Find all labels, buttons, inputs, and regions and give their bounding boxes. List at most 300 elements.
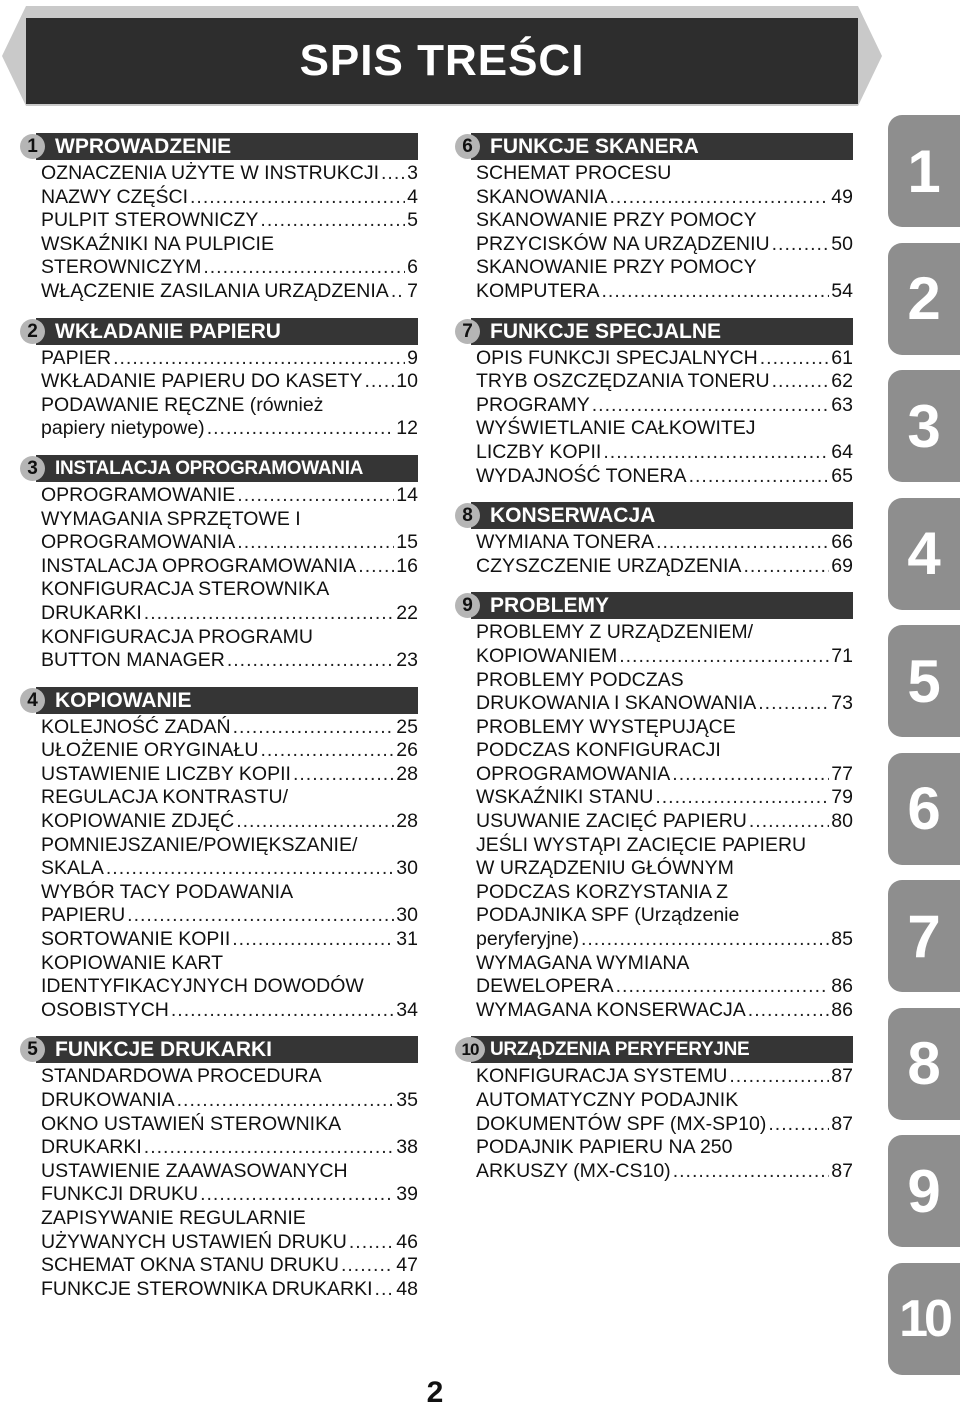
- section-entries: [476, 347, 853, 489]
- section-header: [20, 1036, 418, 1063]
- toc-section-1: [20, 133, 418, 304]
- toc-entry-text: OPROGRAMOWANIE: [41, 483, 236, 506]
- toc-entry-page: 28: [396, 810, 418, 833]
- section-number-badge: 4: [20, 688, 45, 713]
- toc-entry-page: 35: [396, 1089, 418, 1111]
- dot-leader: [127, 904, 394, 928]
- toc-entry-text: FUNKCJI DRUKU: [41, 1183, 199, 1206]
- toc-entry-page: 30: [396, 857, 418, 880]
- chapter-tab-2[interactable]: 2: [888, 243, 960, 355]
- toc-entry-text: WSKAŹNIKI STANU: [476, 786, 654, 809]
- section-entries: [41, 484, 418, 673]
- toc-entry[interactable]: [41, 602, 418, 626]
- toc-entry[interactable]: [476, 952, 853, 976]
- toc-entry-text: KOLEJNOŚĆ ZADAŃ: [41, 715, 231, 738]
- toc-entry[interactable]: [41, 881, 418, 905]
- toc-entry[interactable]: [476, 904, 853, 928]
- toc-entry-page: 22: [396, 601, 418, 624]
- section-title: FUNKCJE SPECJALNE: [490, 319, 722, 343]
- toc-entry-text: DOKUMENTÓW SPF (MX-SP10): [476, 1112, 767, 1135]
- toc-entry[interactable]: [41, 1136, 418, 1160]
- toc-entry-page: 5: [407, 209, 418, 232]
- toc-entry[interactable]: [41, 209, 418, 233]
- toc-entry-page: 61: [831, 346, 853, 369]
- dot-leader: [237, 531, 394, 555]
- dot-leader: [232, 928, 394, 952]
- dot-leader: [689, 465, 830, 489]
- chapter-tab-3[interactable]: 3: [888, 370, 960, 482]
- toc-entry-text: AUTOMATYCZNY PODAJNIK: [476, 1089, 739, 1111]
- toc-section-9: [455, 592, 853, 1022]
- toc-entry-text: USTAWIENIE ZAAWASOWANYCH: [41, 1159, 348, 1182]
- toc-entry-text: LICZBY KOPII: [476, 440, 602, 463]
- section-header: [455, 133, 853, 160]
- section-header: [455, 318, 853, 345]
- toc-entry[interactable]: [41, 233, 418, 257]
- section-header: [20, 318, 418, 345]
- toc-entry-text: peryferyjne): [476, 928, 579, 951]
- toc-entry-text: DRUKOWANIA: [41, 1089, 175, 1111]
- section-number-badge: 7: [455, 319, 480, 344]
- toc-entry-page: 7: [407, 279, 418, 302]
- dot-leader: [391, 280, 405, 304]
- section-entries: [476, 531, 853, 578]
- toc-entry-text: WYMAGANIA SPRZĘTOWE I: [41, 507, 301, 530]
- dot-leader: [203, 256, 405, 280]
- dot-leader: [672, 763, 829, 787]
- toc-entry-page: 48: [396, 1277, 418, 1300]
- dot-leader: [171, 999, 394, 1023]
- section-number-badge: 9: [455, 593, 480, 618]
- toc-entry[interactable]: [41, 834, 418, 858]
- dot-leader: [106, 857, 394, 881]
- toc-entry-text: USTAWIENIE LICZBY KOPII: [41, 762, 291, 785]
- toc-entry-page: 6: [407, 256, 418, 279]
- toc-entry-text: W URZĄDZENIU GŁÓWNYM: [476, 857, 734, 880]
- toc-entry[interactable]: [41, 347, 418, 371]
- dot-leader: [609, 186, 829, 210]
- toc-entry-text: OZNACZENIA UŻYTE W INSTRUKCJI: [41, 162, 380, 184]
- toc-entry[interactable]: [41, 716, 418, 740]
- section-entries: [476, 162, 853, 304]
- toc-entry[interactable]: [476, 975, 853, 999]
- toc-entry-page: 16: [396, 554, 418, 577]
- toc-entry-page: 66: [831, 531, 853, 554]
- toc-entry-text: PODCZAS KONFIGURACJI: [476, 739, 721, 762]
- section-header: [20, 455, 418, 482]
- chapter-tab-4[interactable]: 4: [888, 498, 960, 610]
- toc-entry-text: OPROGRAMOWANIA: [476, 762, 671, 785]
- toc-entry[interactable]: [41, 786, 418, 810]
- toc-entry[interactable]: [476, 1089, 853, 1113]
- toc-entry[interactable]: [476, 739, 853, 763]
- toc-entry[interactable]: [41, 1278, 418, 1302]
- toc-entry-page: 46: [396, 1230, 418, 1253]
- toc-entry[interactable]: [476, 370, 853, 394]
- chapter-tab-6[interactable]: 6: [888, 753, 960, 865]
- toc-entry[interactable]: [476, 834, 853, 858]
- toc-entry-text: ZAPISYWANIE REGULARNIE: [41, 1206, 306, 1229]
- toc-entry-text: OKNO USTAWIEŃ STEROWNIKA: [41, 1112, 342, 1135]
- toc-entry-text: PULPIT STEROWNICZY: [41, 209, 259, 232]
- toc-entry-text: papiery nietypowe): [41, 417, 205, 440]
- toc-entry[interactable]: [41, 904, 418, 928]
- toc-entry[interactable]: [41, 1089, 418, 1113]
- toc-entry-text: PAPIER: [41, 346, 112, 369]
- dot-leader: [237, 484, 394, 508]
- dot-leader: [592, 394, 830, 418]
- dot-leader: [358, 555, 394, 579]
- toc-entry-page: 12: [396, 417, 418, 440]
- toc-entry-text: WYBÓR TACY PODAWANIA: [41, 880, 294, 903]
- section-title: WPROWADZENIE: [55, 135, 232, 158]
- toc-entry[interactable]: [41, 256, 418, 280]
- toc-entry-text: WKŁADANIE PAPIERU DO KASETY: [41, 370, 363, 393]
- toc-entry[interactable]: [476, 669, 853, 693]
- toc-entry-text: PAPIERU: [41, 904, 126, 927]
- toc-entry[interactable]: [476, 810, 853, 834]
- toc-entry-page: 87: [831, 1112, 853, 1135]
- toc-section-5: [20, 1036, 418, 1301]
- dot-leader: [190, 186, 405, 210]
- toc-entry[interactable]: [41, 1065, 418, 1089]
- toc-entry[interactable]: [41, 394, 418, 418]
- toc-entry[interactable]: [41, 739, 418, 763]
- toc-entry-page: 3: [407, 162, 418, 184]
- toc-entry-page: 39: [396, 1183, 418, 1206]
- toc-entry-text: PODCZAS KORZYSTANIA Z: [476, 880, 729, 903]
- toc-entry[interactable]: [476, 786, 853, 810]
- toc-entry-text: KOMPUTERA: [476, 279, 600, 302]
- toc-entry[interactable]: [476, 1113, 853, 1137]
- toc-entry-text: PROBLEMY WYSTĘPUJĄCE: [476, 715, 736, 738]
- section-title: URZĄDZENIA PERYFERYJNE: [490, 1039, 750, 1061]
- toc-section-2: [20, 318, 418, 441]
- toc-entry[interactable]: [41, 975, 418, 999]
- dot-leader: [772, 233, 830, 257]
- toc-entry-page: 80: [831, 810, 853, 833]
- dot-leader: [144, 1136, 395, 1160]
- toc-entry-text: SKANOWANIE PRZY POMOCY: [476, 209, 757, 232]
- toc-entry[interactable]: [41, 649, 418, 673]
- toc-entry[interactable]: [41, 857, 418, 881]
- section-entries: [476, 621, 853, 1022]
- toc-entry[interactable]: [41, 370, 418, 394]
- toc-entry-text: STEROWNICZYM: [41, 256, 202, 279]
- dot-leader: [619, 645, 829, 669]
- toc-entry[interactable]: [41, 999, 418, 1023]
- toc-entry[interactable]: [476, 280, 853, 304]
- toc-entry-text: WYDAJNOŚĆ TONERA: [476, 464, 687, 487]
- toc-entry[interactable]: [476, 1136, 853, 1160]
- dot-leader: [656, 531, 829, 555]
- dot-leader: [655, 786, 829, 810]
- dot-leader: [729, 1065, 829, 1089]
- toc-entry-text: ARKUSZY (MX-CS10): [476, 1159, 671, 1182]
- toc-entry-text: CZYSZCZENIE URZĄDZENIA: [476, 554, 742, 577]
- toc-entry-text: SKANOWANIA: [476, 185, 608, 208]
- toc-entry[interactable]: [476, 999, 853, 1023]
- dot-leader: [200, 1183, 394, 1207]
- toc-entry[interactable]: [476, 692, 853, 716]
- dot-leader: [233, 716, 395, 740]
- toc-entry-text: WYMAGANA WYMIANA: [476, 951, 690, 974]
- toc-entry-text: UŻYWANYCH USTAWIEŃ DRUKU: [41, 1230, 347, 1253]
- section-title: PROBLEMY: [490, 594, 610, 618]
- dot-leader: [603, 441, 829, 465]
- toc-entry-page: 4: [407, 185, 418, 208]
- toc-entry-text: OSOBISTYCH: [41, 998, 169, 1021]
- toc-section-7: [455, 318, 853, 489]
- toc-entry[interactable]: [41, 810, 418, 834]
- toc-entry-page: 31: [396, 928, 418, 951]
- toc-entry[interactable]: [41, 1183, 418, 1207]
- toc-entry[interactable]: [41, 1254, 418, 1278]
- section-number-badge: 3: [20, 456, 45, 481]
- toc-entry[interactable]: [476, 531, 853, 555]
- toc-entry-text: REGULACJA KONTRASTU/: [41, 786, 289, 809]
- toc-entry[interactable]: [41, 952, 418, 976]
- section-entries: [41, 162, 418, 304]
- toc-entry-text: WYŚWIETLANIE CAŁKOWITEJ: [476, 417, 756, 440]
- toc-section-4: [20, 687, 418, 1023]
- toc-entry[interactable]: [476, 347, 853, 371]
- section-title: FUNKCJE DRUKARKI: [55, 1038, 273, 1062]
- dot-leader: [748, 999, 830, 1023]
- toc-entry[interactable]: [476, 186, 853, 210]
- dot-leader: [375, 1278, 395, 1302]
- chapter-tab-10[interactable]: 10: [888, 1263, 960, 1375]
- toc-entry[interactable]: [476, 716, 853, 740]
- chapter-tab-1[interactable]: 1: [888, 115, 960, 227]
- dot-leader: [293, 763, 394, 787]
- toc-entry[interactable]: [476, 209, 853, 233]
- left-column: [20, 133, 418, 1315]
- section-entries: [41, 716, 418, 1023]
- toc-entry-page: 63: [831, 393, 853, 416]
- toc-entry[interactable]: [476, 465, 853, 489]
- toc-entry-text: PODAJNIK PAPIERU NA 250: [476, 1136, 733, 1159]
- page-number: 2: [426, 1376, 444, 1409]
- toc-entry-text: KONFIGURACJA PROGRAMU: [41, 625, 313, 648]
- toc-entry-page: 64: [831, 440, 853, 463]
- toc-entry-text: IDENTYFIKACYJNYCH DOWODÓW: [41, 975, 364, 998]
- dot-leader: [207, 417, 395, 441]
- toc-entry-page: 23: [396, 649, 418, 672]
- toc-entry-text: KONFIGURACJA STEROWNIKA: [41, 578, 330, 601]
- toc-entry[interactable]: [476, 1160, 853, 1184]
- toc-entry-page: 26: [396, 739, 418, 762]
- toc-entry[interactable]: [41, 555, 418, 579]
- dot-leader: [772, 370, 830, 394]
- dot-leader: [760, 347, 830, 371]
- toc-entry[interactable]: [476, 162, 853, 186]
- section-title: FUNKCJE SKANERA: [490, 135, 699, 158]
- toc-entry-page: 65: [831, 464, 853, 487]
- dot-leader: [758, 692, 829, 716]
- toc-entry[interactable]: [41, 417, 418, 441]
- toc-entry-text: WSKAŹNIKI NA PULPICIE: [41, 232, 274, 255]
- toc-section-6: [455, 133, 853, 304]
- toc-entry-page: 86: [831, 975, 853, 998]
- toc-section-10: [455, 1036, 853, 1183]
- toc-entry-page: 34: [396, 998, 418, 1021]
- toc-entry-text: DRUKARKI: [41, 1136, 142, 1159]
- toc-entry-text: POMNIEJSZANIE/POWIĘKSZANIE/: [41, 833, 358, 856]
- dot-leader: [227, 649, 394, 673]
- section-title: KONSERWACJA: [490, 504, 656, 528]
- toc-entry-page: 79: [831, 786, 853, 809]
- toc-entry[interactable]: [41, 578, 418, 602]
- toc-entry-text: KONFIGURACJA SYSTEMU: [476, 1065, 728, 1088]
- toc-entry-page: 86: [831, 998, 853, 1021]
- toc-entry-text: WYMIANA TONERA: [476, 531, 655, 554]
- toc-section-3: [20, 455, 418, 673]
- toc-entry-text: FUNKCJE STEROWNIKA DRUKARKI: [41, 1277, 373, 1300]
- section-number-badge: 8: [455, 503, 480, 528]
- section-header: [20, 133, 418, 160]
- toc-entry[interactable]: [41, 162, 418, 186]
- toc-entry[interactable]: [41, 928, 418, 952]
- toc-entry-text: PROGRAMY: [476, 393, 590, 416]
- section-entries: [476, 1065, 853, 1183]
- toc-entry[interactable]: [476, 1065, 853, 1089]
- toc-entry-page: 10: [396, 370, 418, 393]
- toc-entry-page: 50: [831, 232, 853, 255]
- toc-entry-text: USUWANIE ZACIĘĆ PAPIERU: [476, 810, 747, 833]
- page-title: SPIS TREŚCI: [299, 36, 585, 85]
- section-number-badge: 2: [20, 319, 45, 344]
- dot-leader: [768, 1113, 829, 1137]
- section-header: [20, 687, 418, 714]
- toc-entry[interactable]: [41, 626, 418, 650]
- toc-entry-page: 49: [831, 185, 853, 208]
- dot-leader: [364, 370, 394, 394]
- section-header: [455, 592, 853, 619]
- toc-entry-page: 9: [407, 346, 418, 369]
- toc-entry[interactable]: [476, 857, 853, 881]
- toc-entry-text: DRUKARKI: [41, 601, 142, 624]
- toc-entry-text: UŁOŻENIE ORYGINAŁU: [41, 739, 259, 762]
- toc-entry-page: 71: [831, 644, 853, 667]
- dot-leader: [743, 555, 829, 579]
- toc-entry[interactable]: [41, 1160, 418, 1184]
- toc-entry-text: PROBLEMY Z URZĄDZENIEM/: [476, 621, 754, 644]
- toc-entry-text: NAZWY CZĘŚCI: [41, 185, 188, 208]
- toc-entry[interactable]: [41, 763, 418, 787]
- chapter-tab-7[interactable]: 7: [888, 880, 960, 992]
- section-number-badge: 1: [20, 134, 45, 159]
- toc-entry[interactable]: [41, 1231, 418, 1255]
- toc-entry[interactable]: [476, 763, 853, 787]
- section-title: KOPIOWANIE: [55, 688, 192, 712]
- toc-entry[interactable]: [41, 1207, 418, 1231]
- chapter-tab-8[interactable]: 8: [888, 1008, 960, 1120]
- dot-leader: [616, 975, 830, 999]
- toc-entry[interactable]: [41, 280, 418, 304]
- toc-entry-text: PROBLEMY PODCZAS: [476, 668, 684, 691]
- toc-section-8: [455, 502, 853, 578]
- toc-entry-page: 54: [831, 279, 853, 302]
- toc-entry-page: 69: [831, 554, 853, 577]
- toc-entry[interactable]: [476, 555, 853, 579]
- toc-entry-text: OPROGRAMOWANIA: [41, 531, 236, 554]
- dot-leader: [381, 162, 405, 186]
- toc-entry[interactable]: [476, 417, 853, 441]
- toc-entry-text: KOPIOWANIE ZDJĘĆ: [41, 810, 235, 833]
- dot-leader: [349, 1231, 394, 1255]
- section-number-badge: 6: [455, 134, 480, 159]
- toc-entry-text: SCHEMAT PROCESU: [476, 162, 672, 184]
- toc-entry[interactable]: [476, 881, 853, 905]
- toc-entry-text: SKALA: [41, 857, 104, 880]
- toc-entry-text: PRZYCISKÓW NA URZĄDZENIU: [476, 232, 770, 255]
- section-title: INSTALACJA OPROGRAMOWANIA: [55, 457, 364, 479]
- dot-leader: [341, 1254, 394, 1278]
- toc-entry[interactable]: [476, 233, 853, 257]
- dot-leader: [113, 347, 405, 371]
- toc-entry-text: TRYB OSZCZĘDZANIA TONERU: [476, 370, 770, 393]
- toc-entry-text: PODAWANIE RĘCZNE (również: [41, 393, 324, 416]
- toc-entry-page: 87: [831, 1159, 853, 1182]
- toc-entry[interactable]: [41, 484, 418, 508]
- dot-leader: [581, 928, 829, 952]
- toc-entry-text: WYMAGANA KONSERWACJA: [476, 998, 746, 1021]
- toc-entry-text: KOPIOWANIE KART: [41, 951, 224, 974]
- toc-entry[interactable]: [41, 186, 418, 210]
- toc-entry-text: DEWELOPERA: [476, 975, 614, 998]
- toc-entry[interactable]: [41, 1113, 418, 1137]
- dot-leader: [673, 1160, 830, 1184]
- toc-entry-text: KOPIOWANIEM: [476, 644, 618, 667]
- toc-entry-page: 87: [831, 1065, 853, 1088]
- toc-entry[interactable]: [476, 441, 853, 465]
- toc-entry-page: 38: [396, 1136, 418, 1159]
- toc-entry-text: DRUKOWANIA I SKANOWANIA: [476, 692, 757, 715]
- toc-entry[interactable]: [476, 645, 853, 669]
- section-entries: [41, 347, 418, 441]
- dot-leader: [602, 280, 830, 304]
- dot-leader: [177, 1089, 395, 1113]
- toc-entry-text: JEŚLI WYSTĄPI ZACIĘCIE PAPIERU: [476, 833, 807, 856]
- toc-entry-text: STANDARDOWA PROCEDURA: [41, 1065, 322, 1088]
- toc-entry[interactable]: [476, 256, 853, 280]
- section-number-badge: 10: [455, 1037, 485, 1062]
- dot-leader: [236, 810, 394, 834]
- toc-entry[interactable]: [41, 531, 418, 555]
- chapter-tab-5[interactable]: 5: [888, 625, 960, 737]
- toc-entry-page: 14: [396, 483, 418, 506]
- toc-entry-page: 28: [396, 762, 418, 785]
- toc-entry[interactable]: [476, 621, 853, 645]
- section-entries: [41, 1065, 418, 1301]
- toc-entry[interactable]: [41, 508, 418, 532]
- toc-entry[interactable]: [476, 394, 853, 418]
- dot-leader: [260, 739, 394, 763]
- toc-entry-page: 25: [396, 715, 418, 738]
- toc-entry-text: SORTOWANIE KOPII: [41, 928, 231, 951]
- toc-entry-page: 85: [831, 928, 853, 951]
- chapter-tab-9[interactable]: 9: [888, 1135, 960, 1247]
- toc-entry-text: SKANOWANIE PRZY POMOCY: [476, 256, 757, 279]
- toc-entry-text: PODAJNIKA SPF (Urządzenie: [476, 904, 740, 927]
- toc-entry[interactable]: [476, 928, 853, 952]
- toc-entry-page: 30: [396, 904, 418, 927]
- section-number-badge: 5: [20, 1037, 45, 1062]
- section-title: WKŁADANIE PAPIERU: [55, 319, 281, 343]
- toc-entry-text: BUTTON MANAGER: [41, 649, 225, 672]
- toc-entry-text: INSTALACJA OPROGRAMOWANIA: [41, 554, 357, 577]
